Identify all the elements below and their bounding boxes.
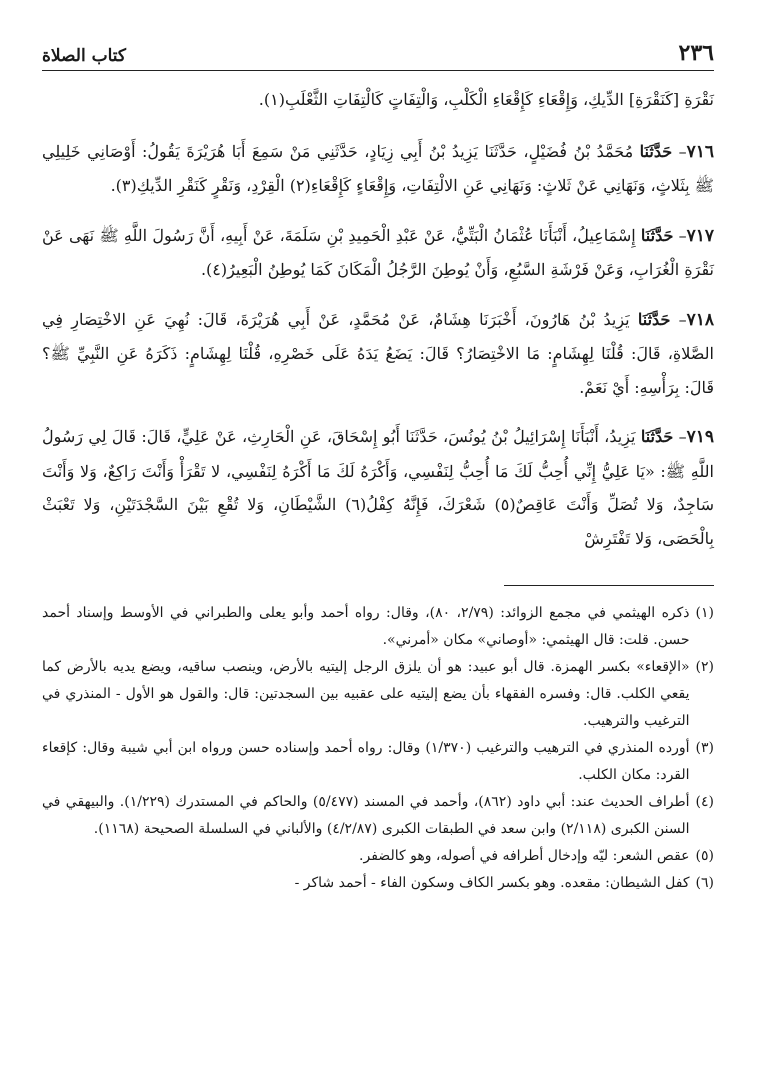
hadith-text: إِسْمَاعِيلُ، أَنْبَأَنَا عُثْمَانُ الْبَتِّيُّ، عَنْ عَبْدِ الْحَمِيدِ بْنِ سَلَمَةَ، عَنْ أَبِيهِ، أَنَّ رَسُولَ اللَّهِ ﷺ نَهَى عَنْ نَقْرَةِ الْغُرَابِ، وَعَنْ فَرْشَةِ السَّبُعِ، وَأَنْ يُوطِنَ الرَّجُلُ الْمَكَانَ كَمَا يُوطِنُ الْبَعِيرُ(٤). [42, 225, 714, 279]
hadith-number: ٧١٩ [686, 427, 714, 447]
hadith-719: ٧١٩– حَدَّثَنَا يَزِيدُ، أَنْبَأَنَا إِسْرَائِيلُ بْنُ يُونُسَ، حَدَّثَنَا أَبُو إِسْحَاقَ، عَنِ الْحَارِثِ، عَنْ عَلِيٍّ، قَالَ: قَالَ لِي رَسُولُ اللَّهِ ﷺ: «يَا عَلِيُّ إِنِّي أُحِبُّ لَكَ مَا أُحِبُّ لِنَفْسِي، وَأَكْرَهُ لَكَ مَا أَكْرَهُ لِنَفْسِي، لا تَقْرَأْ وَأَنْتَ رَاكِعٌ، وَلا وَأَنْتَ سَاجِدٌ، وَلا تُصَلِّ وَأَنْتَ عَاقِصٌ(٥) شَعْرَكَ، فَإِنَّهُ كِفْلُ(٦) الشَّيْطَانِ، وَلا تُقْعِ بَيْنَ السَّجْدَتَيْنِ، وَلا تَعْبَثْ بِالْحَصَى، وَلا تَفْتَرِشْ [42, 427, 715, 548]
hadith-number: ٧١٦ [686, 141, 714, 162]
hadith-opening: حَدَّثَنَا [640, 225, 674, 245]
hadith-text: يَزِيدُ بْنُ هَارُونَ، أَخْبَرَنَا هِشَامٌ، عَنْ مُحَمَّدٍ، عَنْ أَبِي هُرَيْرَةَ، قَالَ: نُهِيَ عَنِ الاخْتِصَارِ فِي الصَّلاةِ، قَالَ: قُلْنَا لِهِشَامٍ: مَا الاخْتِصَارُ؟ قَالَ: يَضَعُ يَدَهُ عَلَى خَصْرِهِ، قُلْنَا لِهِشَامٍ: ذَكَرَهُ عَنِ النَّبِيِّ ﷺ؟ قَالَ: بِرَأْسِهِ: أَيْ نَعَمْ. [42, 309, 714, 397]
footnote-text: ذكره الهيثمي في مجمع الزوائد: (٢/٧٩، ٨٠)، وقال: رواه أحمد وأبو يعلى والطبراني في الأوسط وإسناد أحمد حسن. قلت: قال الهيثمي: «أوصاني» مكان «أمرني». [42, 605, 690, 648]
footnote-5 [42, 843, 714, 870]
page-header [42, 36, 714, 71]
hadith-opening: حَدَّثَنَا [637, 309, 671, 329]
continuation-paragraph: نَقْرَةِ [كَنَقْرَةِ] الدِّيكِ، وَإِقْعَاءِ كَإِقْعَاءِ الْكَلْبِ، وَالْتِفَاتٍ كَالْتِفَاتِ الثَّعْلَبِ(١). [258, 90, 714, 109]
hadith-717: ٧١٧– حَدَّثَنَا إِسْمَاعِيلُ، أَنْبَأَنَا عُثْمَانُ الْبَتِّيُّ، عَنْ عَبْدِ الْحَمِيدِ بْنِ سَلَمَةَ، عَنْ أَبِيهِ، أَنَّ رَسُولَ اللَّهِ ﷺ نَهَى عَنْ نَقْرَةِ الْغُرَابِ، وَعَنْ فَرْشَةِ السَّبُعِ، وَأَنْ يُوطِنَ الرَّجُلُ الْمَكَانَ كَمَا يُوطِنُ الْبَعِيرُ(٤). [42, 225, 714, 279]
footnote-mark: (٣) [695, 740, 714, 756]
hadith-number: ٧١٧ [686, 225, 714, 246]
footnote-text: كفل الشيطان: مقعده. وهو بكسر الكاف وسكون الفاء - أحمد شاكر - [294, 875, 690, 891]
footnote-text: عقص الشعر: ليّه وإدخال أطرافه في أصوله، وهو كالضفر. [359, 848, 690, 864]
page-number: ٢٣٦ [678, 40, 714, 66]
footnote-6 [42, 870, 714, 897]
footnote-text: أورده المنذري في الترهيب والترغيب (١/٣٧٠) وقال: رواه أحمد وإسناده حسن ورواه ابن أبي شيبة وقال: كإقعاء القرد: مكان الكلب. [42, 740, 690, 783]
footnote-mark: (١) [695, 605, 714, 621]
footnote-mark: (٥) [695, 848, 714, 864]
hadith-718: ٧١٨– حَدَّثَنَا يَزِيدُ بْنُ هَارُونَ، أَخْبَرَنَا هِشَامٌ، عَنْ مُحَمَّدٍ، عَنْ أَبِي هُرَيْرَةَ، قَالَ: نُهِيَ عَنِ الاخْتِصَارِ فِي الصَّلاةِ، قَالَ: قُلْنَا لِهِشَامٍ: مَا الاخْتِصَارُ؟ قَالَ: يَضَعُ يَدَهُ عَلَى خَصْرِهِ، قُلْنَا لِهِشَامٍ: ذَكَرَهُ عَنِ النَّبِيِّ ﷺ؟ قَالَ: بِرَأْسِهِ: أَيْ نَعَمْ. [42, 309, 715, 397]
footnote-2 [42, 654, 714, 735]
hadith-opening: حَدَّثَنَا [639, 141, 673, 161]
footnote-mark: (٤) [695, 794, 714, 810]
footnote-1 [42, 600, 714, 654]
hadith-opening: حَدَّثَنَا [640, 427, 674, 446]
book-title: كتاب الصلاة [42, 46, 127, 66]
footnote-mark: (٦) [695, 875, 714, 891]
footnote-3 [42, 735, 714, 789]
footnote-mark: (٢) [695, 659, 714, 675]
main-text [42, 83, 714, 555]
hadith-number: ٧١٨ [686, 309, 715, 330]
footnote-divider [504, 585, 714, 586]
footnote-text: أطراف الحديث عند: أبي داود (٨٦٢)، وأحمد في المسند (٥/٤٧٧) والحاكم في المستدرك (١/٢٢٩). والبيهقي في السنن الكبرى (٢/١١٨) وابن سعد في الطبقات الكبرى (٤/٢/٨٧) والألباني في السلسلة الصحيحة (١١٦٨). [42, 794, 690, 837]
hadith-716: ٧١٦– حَدَّثَنَا مُحَمَّدُ بْنُ فُضَيْلٍ، حَدَّثَنَا يَزِيدُ بْنُ أَبِي زِيَادٍ، حَدَّثَنِي مَنْ سَمِعَ أَبَا هُرَيْرَةَ يَقُولُ: أَوْصَانِي خَلِيلِي ﷺ بِثَلاثٍ، وَنَهَانِي عَنْ ثَلاثٍ: وَنَهَانِي عَنِ الالْتِفَاتِ، وَإِقْعَاءٍ كَإِقْعَاءِ(٢) الْقِرْدِ، وَنَقْرٍ كَنَقْرِ الدِّيكِ(٣). [42, 141, 714, 195]
hadith-text: مُحَمَّدُ بْنُ فُضَيْلٍ، حَدَّثَنَا يَزِيدُ بْنُ أَبِي زِيَادٍ، حَدَّثَنِي مَنْ سَمِعَ أَبَا هُرَيْرَةَ يَقُولُ: أَوْصَانِي خَلِيلِي ﷺ بِثَلاثٍ، وَنَهَانِي عَنْ ثَلاثٍ: وَنَهَانِي عَنِ الالْتِفَاتِ، وَإِقْعَاءٍ كَإِقْعَاءِ(٢) الْقِرْدِ، وَنَقْرٍ كَنَقْرِ الدِّيكِ(٣). [42, 141, 714, 195]
hadith-text: يَزِيدُ، أَنْبَأَنَا إِسْرَائِيلُ بْنُ يُونُسَ، حَدَّثَنَا أَبُو إِسْحَاقَ، عَنِ الْحَارِثِ، عَنْ عَلِيٍّ، قَالَ: قَالَ لِي رَسُولُ اللَّهِ ﷺ: «يَا عَلِيُّ إِنِّي أُحِبُّ لَكَ مَا أُحِبُّ لِنَفْسِي، وَأَكْرَهُ لَكَ مَا أَكْرَهُ لِنَفْسِي، لا تَقْرَأْ وَأَنْتَ رَاكِعٌ، وَلا وَأَنْتَ سَاجِدٌ، وَلا تُصَلِّ وَأَنْتَ عَاقِصٌ(٥) شَعْرَكَ، فَإِنَّهُ كِفْلُ(٦) الشَّيْطَانِ، وَلا تُقْعِ بَيْنَ السَّجْدَتَيْنِ، وَلا تَعْبَثْ بِالْحَصَى، وَلا تَفْتَرِشْ [42, 427, 715, 548]
footnote-4 [42, 789, 714, 843]
footnote-text: «الإقعاء» بكسر الهمزة. قال أبو عبيد: هو أن يلزق الرجل إليتيه بالأرض، وينصب ساقيه، ويضع يديه بالأرض كما يقعي الكلب. قال: وفسره الفقهاء بأن يضع إليتيه على عقبيه بين السجدتين: قال: والقول هو الأول - المنذري في الترغيب والترهيب. [42, 659, 690, 729]
footnotes [42, 600, 714, 897]
